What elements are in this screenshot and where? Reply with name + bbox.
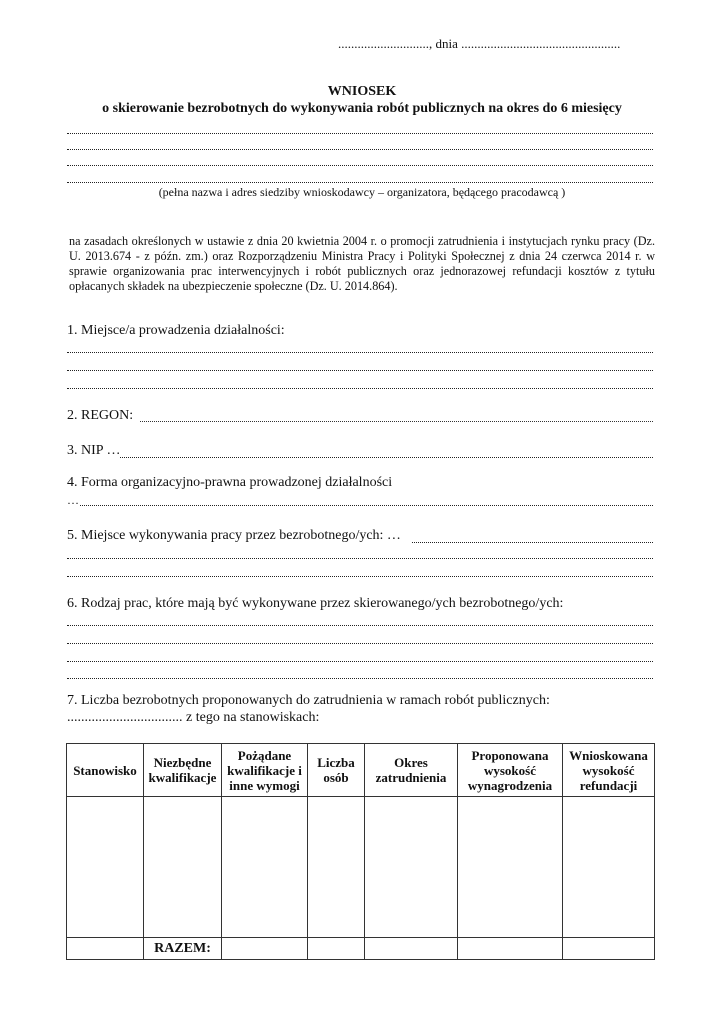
header-niezbedne-kwalifikacje: Niezbędne kwalifikacje bbox=[144, 744, 222, 797]
total-cell-refundacja[interactable] bbox=[563, 938, 655, 960]
header-wnioskowana-wysokosc: Wnioskowana wysokość refundacji bbox=[563, 744, 655, 797]
field-5-line-2[interactable] bbox=[67, 562, 653, 577]
table-header-row bbox=[67, 744, 655, 797]
field-1-line-1[interactable] bbox=[67, 338, 653, 353]
nip-field[interactable] bbox=[120, 443, 653, 458]
field-4-label: 4. Forma organizacyjno-prawna prowadzonej działalności bbox=[67, 475, 393, 490]
header-okres-zatrudnienia: Okres zatrudnienia bbox=[365, 744, 458, 797]
date-line[interactable]: ............................, dnia ................................................. bbox=[338, 36, 621, 51]
field-2-label: 2. REGON: bbox=[67, 408, 134, 423]
field-7-subline bbox=[67, 710, 319, 726]
cell-wnioskowana-wysokosc[interactable] bbox=[563, 797, 655, 938]
cell-stanowisko[interactable] bbox=[67, 797, 144, 938]
header-stanowisko: Stanowisko bbox=[67, 744, 144, 797]
cell-liczba-osob[interactable] bbox=[308, 797, 365, 938]
regon-field[interactable] bbox=[140, 409, 653, 422]
table-row bbox=[67, 797, 655, 938]
field-1-line-3[interactable] bbox=[67, 374, 653, 389]
applicant-caption: (pełna nazwa i adres siedziby wnioskodawcy – organizatora, będącego pracodawcą ) bbox=[158, 185, 566, 199]
cell-okres-zatrudnienia[interactable] bbox=[365, 797, 458, 938]
field-7-sub-text: z tego na stanowiskach: bbox=[182, 710, 320, 725]
total-empty-cell bbox=[67, 938, 144, 960]
field-4-line[interactable] bbox=[80, 493, 653, 506]
header-liczba-osob: Liczba osób bbox=[308, 744, 365, 797]
table-total-row bbox=[67, 938, 655, 960]
form-subtitle: o skierowanie bezrobotnych do wykonywania robót publicznych na okres do 6 miesięcy bbox=[102, 101, 622, 116]
field-1-label: 1. Miejsce/a prowadzenia działalności: bbox=[67, 323, 285, 338]
field-5-line-1[interactable] bbox=[67, 544, 653, 559]
field-4-prefix: … bbox=[67, 493, 79, 507]
header-pozadane-kwalifikacje: Pożądane kwalifikacje i inne wymogi bbox=[222, 744, 308, 797]
cell-proponowana-wysokosc[interactable] bbox=[458, 797, 563, 938]
field-6-line-2[interactable] bbox=[67, 629, 653, 644]
field-5-inline-line[interactable] bbox=[412, 528, 653, 543]
field-3-label: 3. NIP … bbox=[67, 443, 121, 458]
field-7-label: 7. Liczba bezrobotnych proponowanych do zatrudnienia w ramach robót publicznych: bbox=[67, 693, 550, 708]
field-6-line-4[interactable] bbox=[67, 664, 653, 679]
legal-basis-text: na zasadach określonych w ustawie z dnia 20 kwietnia 2004 r. o promocji zatrudnienia i instytucjach rynku pracy (Dz. U. 2013.674 - z późn. zm.) oraz Rozporządzeniu Ministra Pracy i Polityki Społecznej z dnia 24 czerwca 2014 r. w sprawie organizowania prac interwencyjnych i robót publicznych oraz jednorazowej refundacji kosztów z tytułu opłacanych składek na ubezpieczenie społeczne (Dz. U. 2014.864). bbox=[69, 234, 655, 293]
field-1-line-2[interactable] bbox=[67, 356, 653, 371]
applicant-line-1[interactable] bbox=[67, 119, 653, 134]
field-6-line-1[interactable] bbox=[67, 611, 653, 626]
total-cell-pozadane[interactable] bbox=[222, 938, 308, 960]
field-6-line-3[interactable] bbox=[67, 647, 653, 662]
total-cell-wynagrodzenie[interactable] bbox=[458, 938, 563, 960]
form-title: WNIOSEK bbox=[327, 84, 397, 99]
applicant-line-3[interactable] bbox=[67, 151, 653, 166]
applicant-line-4[interactable] bbox=[67, 168, 653, 183]
field-7-count-blank[interactable]: ................................. bbox=[67, 710, 183, 725]
field-5-label: 5. Miejsce wykonywania pracy przez bezrobotnego/ych: … bbox=[67, 528, 401, 543]
applicant-line-2[interactable] bbox=[67, 135, 653, 150]
total-cell-okres[interactable] bbox=[365, 938, 458, 960]
header-proponowana-wysokosc: Proponowana wysokość wynagrodzenia bbox=[458, 744, 563, 797]
cell-niezbedne-kwalifikacje[interactable] bbox=[144, 797, 222, 938]
total-label: RAZEM: bbox=[144, 938, 222, 960]
total-cell-liczba-osob[interactable] bbox=[308, 938, 365, 960]
cell-pozadane-kwalifikacje[interactable] bbox=[222, 797, 308, 938]
field-6-label: 6. Rodzaj prac, które mają być wykonywane przez skierowanego/ych bezrobotnego/ych: bbox=[67, 596, 564, 611]
positions-table bbox=[66, 743, 655, 960]
